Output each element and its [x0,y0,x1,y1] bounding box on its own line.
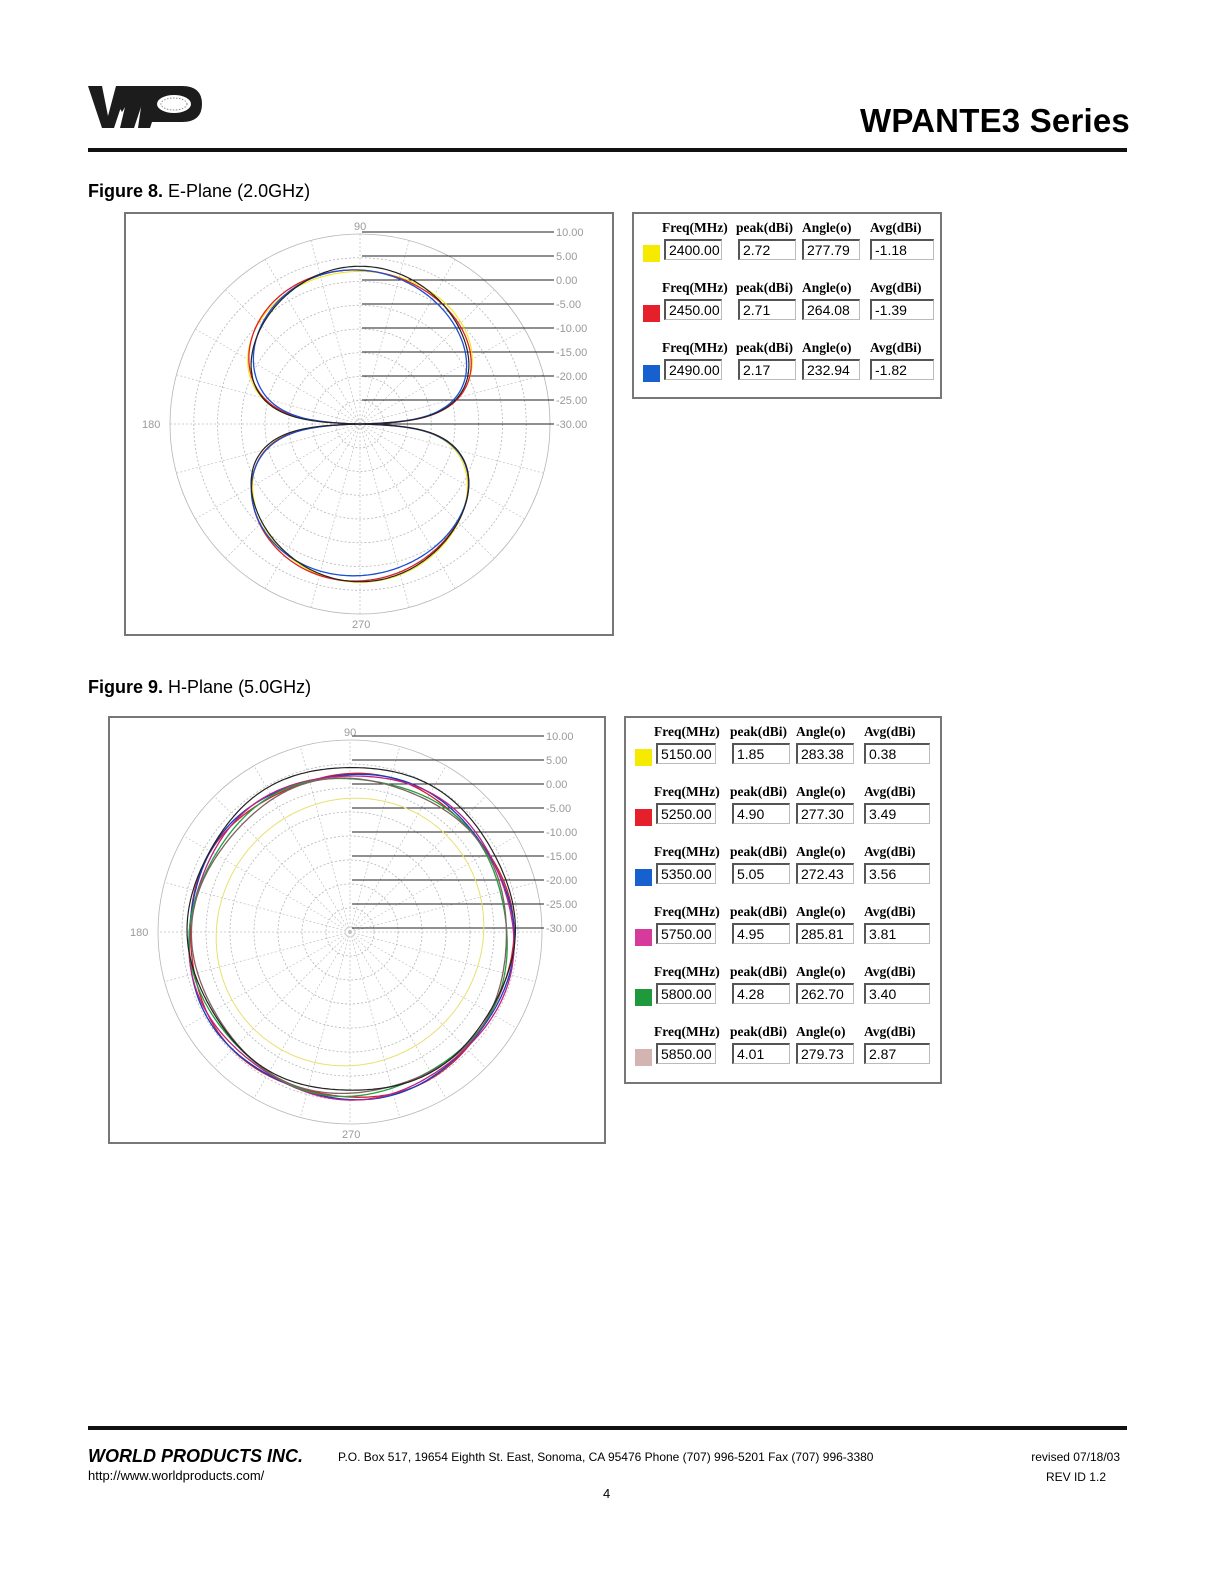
legend-entry [626,964,940,1016]
footer-address: P.O. Box 517, 19654 Eighth St. East, Sonoma, CA 95476 Phone (707) 996-5201 Fax (707) 996-3380 [338,1450,874,1464]
legend-peak: 2.71 [738,299,796,320]
legend-peak: 4.95 [732,923,790,944]
ring-label: -25.00 [556,395,588,407]
legend-swatch [635,1049,652,1066]
series-title: WPANTE3 Series [860,102,1130,139]
ring-label: -25.00 [546,899,578,911]
legend-peak: 1.85 [732,743,790,764]
polar-spoke [184,932,350,1028]
polar-spoke [350,796,486,932]
ring-label: -10.00 [556,323,588,335]
legend-freq: 2450.00 [664,299,722,320]
legend-avg: -1.18 [870,239,934,260]
legend-header: Avg(dBi) [870,280,922,295]
legend-header: peak(dBi) [730,1024,788,1039]
legend-freq: 5250.00 [656,803,716,824]
ring-label: 10.00 [556,227,584,239]
legend-header: Avg(dBi) [870,340,922,355]
polar-spoke [214,796,350,932]
legend-entry [626,784,940,836]
legend-header: Freq(MHz) [662,220,728,235]
legend-freq: 5350.00 [656,863,716,884]
legend-avg: 3.40 [864,983,930,1004]
polar-spoke [226,424,360,558]
legend-header: Freq(MHz) [654,904,720,919]
legend-header: Freq(MHz) [654,784,720,799]
figure9-chart [108,716,606,1144]
polar-spoke [360,424,494,558]
legend-peak: 4.01 [732,1043,790,1064]
legend-header: Angle(o) [796,844,846,859]
angle-label: 270 [342,1129,361,1141]
legend-header: peak(dBi) [736,340,794,355]
legend-freq: 5150.00 [656,743,716,764]
legend-entry [634,220,940,272]
legend-avg: 3.56 [864,863,930,884]
legend-avg: 3.49 [864,803,930,824]
ring-label: -10.00 [546,827,578,839]
polar-spoke [350,932,446,1098]
ring-label: -30.00 [556,419,588,431]
legend-peak: 5.05 [732,863,790,884]
legend-header: Angle(o) [796,1024,846,1039]
legend-header: Avg(dBi) [864,904,916,919]
footer-rule [88,1426,1127,1430]
legend-angle: 277.30 [796,803,854,824]
polar-spoke [360,290,494,424]
ring-label: 0.00 [556,275,578,287]
legend-header: peak(dBi) [730,904,788,919]
legend-header: Angle(o) [802,340,852,355]
legend-entry [634,280,940,332]
legend-freq: 2490.00 [664,359,722,380]
legend-avg: 3.81 [864,923,930,944]
angle-label: 90 [354,221,367,233]
legend-entry [626,844,940,896]
legend-header: peak(dBi) [736,220,794,235]
legend-angle: 277.79 [802,239,860,260]
legend-header: peak(dBi) [730,724,788,739]
figure9-legend [624,716,942,1084]
legend-header: Freq(MHz) [662,280,728,295]
ring-label: -15.00 [546,851,578,863]
figure8-caption [88,181,310,202]
legend-header: Freq(MHz) [654,844,720,859]
legend-header: Avg(dBi) [870,220,922,235]
legend-avg: -1.82 [870,359,934,380]
legend-swatch [643,245,660,262]
legend-entry [626,1024,940,1076]
legend-swatch [635,869,652,886]
legend-avg: 2.87 [864,1043,930,1064]
angle-label: 270 [352,619,371,631]
figure9-label: Figure 9. [88,677,164,697]
footer-company: WORLD PRODUCTS INC. [88,1446,303,1466]
legend-header: Angle(o) [796,904,846,919]
legend-angle: 264.08 [802,299,860,320]
ring-label: -20.00 [546,875,578,887]
legend-header: Angle(o) [796,724,846,739]
legend-header: Avg(dBi) [864,1024,916,1039]
footer-url[interactable]: http://www.worldproducts.com/ [88,1468,265,1483]
legend-swatch [635,749,652,766]
legend-header: Avg(dBi) [864,784,916,799]
legend-swatch [635,809,652,826]
ring-label: 5.00 [546,755,568,767]
legend-angle: 272.43 [796,863,854,884]
ring-label: -15.00 [556,347,588,359]
legend-header: Freq(MHz) [654,964,720,979]
ring-label: -5.00 [546,803,572,815]
legend-peak: 2.17 [738,359,796,380]
legend-peak: 4.90 [732,803,790,824]
legend-freq: 2400.00 [664,239,722,260]
legend-header: peak(dBi) [730,784,788,799]
legend-swatch [643,365,660,382]
footer-rev-id: REV ID 1.2 [1045,1470,1106,1484]
legend-swatch [635,989,652,1006]
legend-header: Freq(MHz) [662,340,728,355]
polar-spoke [360,240,409,424]
legend-header: Angle(o) [796,964,846,979]
polar-spoke [184,836,350,932]
figure8-chart [124,212,614,636]
figure8-legend [632,212,942,399]
footer-revised: revised 07/18/03 [1031,1450,1120,1464]
legend-peak: 2.72 [738,239,796,260]
legend-header: Angle(o) [796,784,846,799]
legend-angle: 262.70 [796,983,854,1004]
legend-avg: -1.39 [870,299,934,320]
legend-header: peak(dBi) [736,280,794,295]
ring-label: -30.00 [546,923,578,935]
legend-avg: 0.38 [864,743,930,764]
legend-angle: 283.38 [796,743,854,764]
legend-header: Avg(dBi) [864,724,916,739]
company-logo [86,82,204,132]
polar-grid [158,740,542,1124]
angle-label: 180 [142,419,161,431]
legend-angle: 285.81 [796,923,854,944]
legend-swatch [635,929,652,946]
figure8-polar-plot [126,214,612,634]
legend-freq: 5750.00 [656,923,716,944]
angle-label: 90 [344,727,357,739]
legend-angle: 232.94 [802,359,860,380]
figure9-title: H-Plane (5.0GHz) [168,677,312,697]
legend-freq: 5800.00 [656,983,716,1004]
legend-header: Angle(o) [802,280,852,295]
figure9-polar-plot [110,718,604,1142]
polar-spoke [311,240,360,424]
polar-spoke [265,424,360,589]
polar-spoke [350,836,516,932]
legend-peak: 4.28 [732,983,790,1004]
page-number: 4 [603,1486,611,1501]
ring-label: 10.00 [546,731,574,743]
legend-header: Avg(dBi) [864,844,916,859]
figure9-caption [88,677,311,698]
legend-swatch [643,305,660,322]
ring-label: 5.00 [556,251,578,263]
legend-header: peak(dBi) [730,964,788,979]
ring-label: -5.00 [556,299,582,311]
legend-header: Freq(MHz) [654,1024,720,1039]
header-rule [88,148,1127,152]
legend-header: peak(dBi) [730,844,788,859]
polar-spoke [360,375,544,424]
legend-entry [626,724,940,776]
legend-entry [634,340,940,392]
figure8-title: E-Plane (2.0GHz) [168,181,311,201]
legend-angle: 279.73 [796,1043,854,1064]
legend-entry [626,904,940,956]
ring-label: 0.00 [546,779,568,791]
figure8-label: Figure 8. [88,181,164,201]
legend-header: Freq(MHz) [654,724,720,739]
legend-freq: 5850.00 [656,1043,716,1064]
legend-header: Angle(o) [802,220,852,235]
ring-label: -20.00 [556,371,588,383]
legend-header: Avg(dBi) [864,964,916,979]
angle-label: 180 [130,927,149,939]
